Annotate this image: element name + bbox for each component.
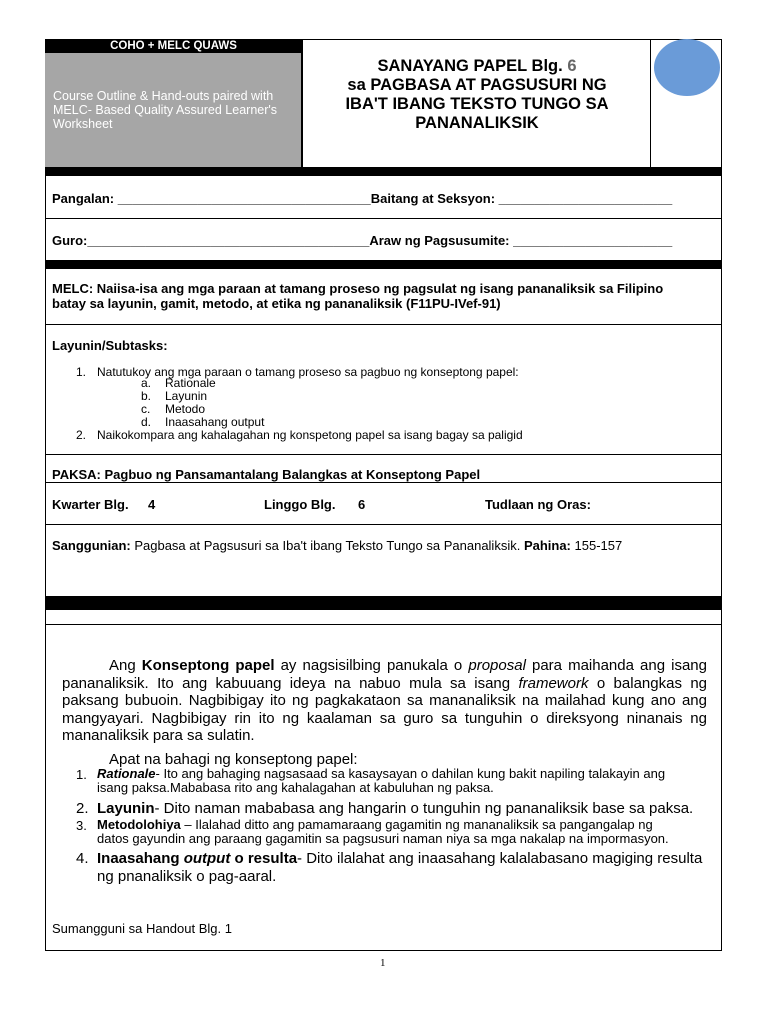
title-line4: PANANALIKSIK (415, 114, 539, 132)
part-4: Inaasahang output o resulta- Dito ilalahat ang inaasahang kalalabasano magiging resulta ng pnanaliksik o pag-aaral. (97, 850, 703, 885)
name-field[interactable]: Pangalan: ___________________________________ (52, 191, 371, 206)
sub-item: a. Rationale (141, 376, 216, 390)
quarter-label: Kwarter Blg. (52, 497, 129, 512)
part-3: Metodolohiya – Ilalahad ditto ang pamamaraang gagamitin ng mananaliksik sa pangangalap ng datos gayundin ang paraang gagamitin sa pagsusuri naman niya sa mga nakalap na impormasyon. (97, 817, 669, 846)
objective-sublist (141, 377, 264, 429)
sub-item: b. Layunin (141, 389, 208, 403)
handout-note: Sumangguni sa Handout Blg. 1 (52, 921, 232, 936)
melc-line1: MELC: Naiisa-isa ang mga paraan at tamang proseso ng pagsulat ng isang pananaliksik sa Filipino (52, 281, 664, 296)
title-prefix: SANAYANG PAPEL Blg. (377, 57, 563, 75)
time-label: Tudlaan ng Oras: (485, 497, 591, 512)
coho-description: Course Outline & Hand-outs paired with MELC- Based Quality Assured Learner's Worksheet (53, 89, 278, 131)
worksheet-title (303, 57, 651, 133)
section-field[interactable]: Baitang at Seksyon: ________________________ (370, 191, 673, 206)
separator-bar (45, 167, 722, 176)
melc-line2: batay sa layunin, gamit, metodo, at etika ng pananaliksik (F11PU-IVef-91) (52, 296, 501, 311)
paksa: PAKSA: Pagbuo ng Pansamantalang Balangkas at Konseptong Papel (52, 467, 481, 482)
sub-item: c. Metodo (141, 402, 206, 416)
row-line (45, 324, 722, 325)
page-value: 155-157 (570, 538, 623, 553)
objective-1: Natutukoy ang mga paraan o tamang proseso sa pagbuo ng konseptong papel: (97, 365, 519, 379)
part-1: Rationale- Ito ang bahaging nagsasaad sa kasaysayan o dahilan kung bakit napiling talakayin ang isang paksa.Mababasa rito ang kahalagahan at kabuluhan ng paksa. (97, 766, 666, 795)
title-line3: IBA'T IBANG TEKSTO TUNGO SA (345, 95, 609, 113)
row-line (45, 624, 722, 625)
date-field[interactable]: Araw ng Pagsusumite: ______________________ (369, 233, 673, 248)
coho-description-box (45, 53, 302, 167)
separator-bar (45, 596, 722, 610)
sub-item: d. Inaasahang output (141, 415, 265, 429)
row-line (45, 524, 722, 525)
row-line (45, 454, 722, 455)
teacher-field[interactable]: Guro:_______________________________________ (52, 233, 370, 248)
row-line (45, 218, 722, 219)
separator-bar (45, 260, 722, 269)
objectives-heading: Layunin/Subtasks: (52, 338, 168, 353)
week-value: 6 (358, 497, 366, 512)
paragraph-line: Ang Konseptong papel ay nagsisilbing panukala o proposal para maihanda ang isang (109, 657, 707, 674)
part-2-num: 2. (76, 800, 89, 817)
intro-paragraph (62, 657, 707, 745)
reference (52, 538, 622, 553)
term-konseptong-papel: Konseptong papel (141, 657, 275, 674)
paragraph-line: pananaliksik. Ito ang kabuuang ideya na nabuo mula sa isang framework o balangkas ng (62, 674, 707, 692)
objective-1-num: 1. (76, 365, 87, 379)
row-line (45, 482, 722, 483)
title-line2: sa PAGBASA AT PAGSUSURI NG (347, 76, 607, 94)
melc-text (52, 281, 663, 311)
quarter-value: 4 (148, 497, 156, 512)
objective-2: Naikokompara ang kahalagahan ng konspetong papel sa isang bagay sa paligid (97, 428, 523, 442)
page-label: Pahina: (523, 538, 571, 553)
reference-text: Pagbasa at Pagsusuri sa Iba't ibang Teksto Tungo sa Pananaliksik. (130, 538, 524, 553)
paragraph-line: mangyayari. Nagbibigay rin ito ng kaalaman sa guro sa tunguhin o direksyong ninanais ng (62, 709, 707, 727)
teacher-row (52, 233, 672, 248)
paragraph-line: paksang bubuoin. Nagbibigay ito ng pagkakataon sa mananaliksik na mailahad kung ano ang (62, 692, 707, 709)
name-row (52, 191, 672, 206)
part-3-num: 3. (76, 818, 87, 833)
paragraph-line: mananaliksik para sa sulatin. (62, 727, 255, 744)
logo-divider (650, 39, 651, 167)
objective-2-num: 2. (76, 428, 87, 442)
coho-label-bar (45, 39, 302, 53)
part-2: Layunin- Dito naman mababasa ang hangarin o tunguhin ng pananaliksik base sa paksa. (97, 800, 694, 817)
reference-label: Sanggunian: (52, 538, 131, 553)
part-4-num: 4. (76, 850, 89, 867)
week-label: Linggo Blg. (264, 497, 336, 512)
parts-intro: Apat na bahagi ng konseptong papel: (109, 751, 358, 768)
title-number: 6 (567, 57, 577, 75)
page-number: 1 (380, 957, 386, 969)
school-logo (654, 39, 720, 96)
part-1-num: 1. (76, 767, 87, 782)
coho-label: COHO + MELC QUAWS (110, 40, 237, 52)
